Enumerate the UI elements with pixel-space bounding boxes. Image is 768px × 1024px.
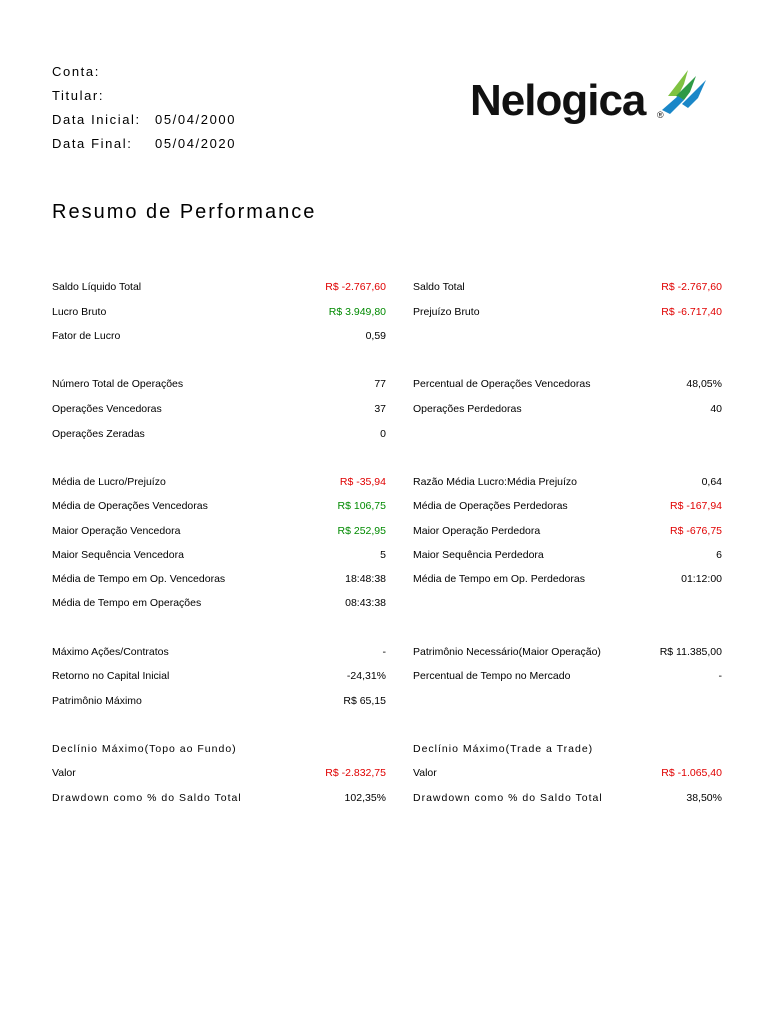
left-value: R$ 65,15 [343,695,386,707]
right-label: Maior Sequência Perdedora [413,549,544,561]
left-value: 0,59 [365,330,386,342]
right-value: 01:12:00 [681,573,722,585]
right-label: Saldo Total [413,281,465,293]
right-label: Operações Perdedoras [413,403,522,415]
data-inicial-label: Data Inicial: [52,112,141,127]
left-value: -24,31% [346,670,386,682]
right-label: Valor [413,767,437,779]
right-value: 40 [710,403,722,415]
left-label: Operações Zeradas [52,428,145,440]
left-value: R$ -2.767,60 [325,281,386,293]
logo-wordmark: Nelogica [470,76,646,125]
left-label: Operações Vencedoras [52,403,162,415]
page-title: Resumo de Performance [52,201,317,223]
left-value: 5 [380,549,386,561]
left-value: - [382,646,386,658]
left-value: 77 [374,378,386,390]
right-label: Razão Média Lucro:Média Prejuízo [413,476,578,488]
left-label: Patrimônio Máximo [52,695,142,707]
right-label: Média de Operações Perdedoras [413,500,568,512]
nelogica-logo [470,62,720,132]
data-final-row [52,136,236,151]
left-label: Maior Operação Vencedora [52,525,181,537]
left-value: 102,35% [344,792,386,804]
left-label: Saldo Líquido Total [52,281,142,293]
conta-label: Conta: [52,64,100,79]
data-final-label: Data Final: [52,136,133,151]
titular-label: Titular: [52,88,105,103]
left-label: Drawdown como % do Saldo Total [52,792,242,804]
right-value: 38,50% [686,792,722,804]
left-label: Declínio Máximo(Topo ao Fundo) [52,743,237,755]
left-label: Lucro Bruto [52,306,107,318]
left-label: Retorno no Capital Inicial [52,670,170,682]
left-label: Número Total de Operações [52,378,184,390]
left-label: Média de Operações Vencedoras [52,500,208,512]
right-label: Percentual de Operações Vencedoras [413,378,591,390]
left-value: 37 [374,403,386,415]
left-value: 08:43:38 [345,597,386,609]
right-value: 48,05% [686,378,722,390]
data-inicial-row [52,112,236,127]
data-inicial-value: 05/04/2000 [155,112,237,127]
right-value: R$ -2.767,60 [661,281,722,293]
left-label: Maior Sequência Vencedora [52,549,184,561]
left-label: Média de Lucro/Prejuízo [52,476,166,488]
left-value: 0 [380,428,386,440]
data-final-value: 05/04/2020 [155,136,237,151]
left-value: R$ -35,94 [339,476,386,488]
left-value: R$ -2.832,75 [325,767,386,779]
conta-row [52,64,155,79]
logo-arrows-icon [648,66,712,116]
titular-row [52,88,155,103]
right-value: R$ -1.065,40 [661,767,722,779]
left-label: Média de Tempo em Operações [52,597,202,609]
left-label: Fator de Lucro [52,330,121,342]
right-label: Prejuízo Bruto [413,306,480,318]
left-label: Máximo Ações/Contratos [52,646,169,658]
left-value: R$ 252,95 [337,525,386,537]
right-label: Drawdown como % do Saldo Total [413,792,603,804]
right-label: Patrimônio Necessário(Maior Operação) [413,646,601,658]
right-label: Maior Operação Perdedora [413,525,541,537]
right-value: R$ -6.717,40 [661,306,722,318]
left-label: Valor [52,767,76,779]
left-value: R$ 106,75 [337,500,386,512]
registered-mark: ® [657,110,664,120]
left-value: R$ 3.949,80 [328,306,386,318]
right-label: Percentual de Tempo no Mercado [413,670,571,682]
left-label: Média de Tempo em Op. Vencedoras [52,573,226,585]
right-value: 6 [716,549,722,561]
right-label: Média de Tempo em Op. Perdedoras [413,573,585,585]
right-label: Declínio Máximo(Trade a Trade) [413,743,594,755]
left-value: 18:48:38 [345,573,386,585]
right-value: R$ -167,94 [670,500,722,512]
right-value: R$ -676,75 [670,525,722,537]
right-value: R$ 11.385,00 [659,646,722,658]
right-value: - [718,670,722,682]
right-value: 0,64 [701,476,722,488]
